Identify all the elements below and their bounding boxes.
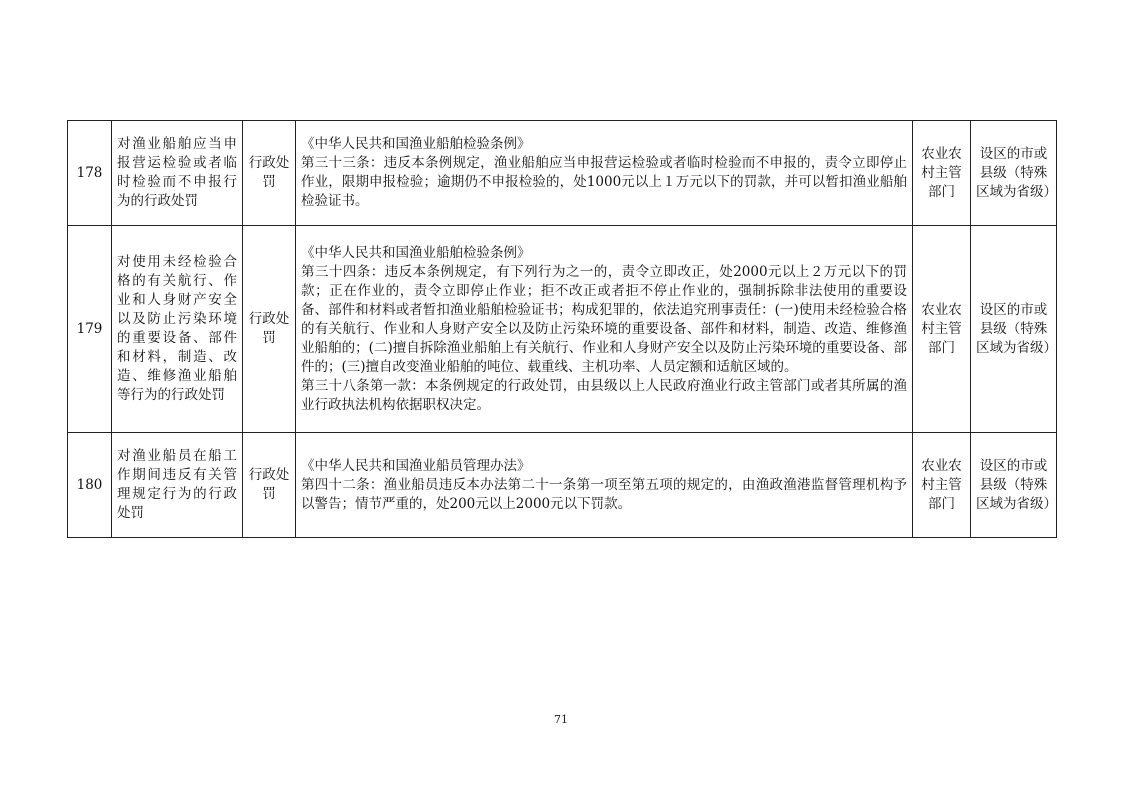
jurisdiction-level: 设区的市或县级（特殊区域为省级） xyxy=(971,433,1057,538)
page-number: 71 xyxy=(554,713,568,726)
legal-basis xyxy=(296,121,913,226)
table-row xyxy=(68,226,1057,433)
basis-paragraph: 《中华人民共和国渔业船舶检验条例》 xyxy=(301,244,531,261)
basis-paragraph: 《中华人民共和国渔业船员管理办法》 xyxy=(301,457,531,474)
row-number: 178 xyxy=(68,121,112,226)
law-enforcement-table xyxy=(67,120,1057,538)
basis-paragraph: 第三十四条：违反本条例规定，有下列行为之一的，责令立即改正，处2000元以上２万元以下的罚款；正在作业的，责令立即停止作业；拒不改正或者拒不停止作业的，强制拆除非法使用的重要设备、部件和材料或者暂扣渔业船舶检验证书；构成犯罪的，依法追究刑事责任：(一)使用未经检验合格的有关航行、作业和人身财产安全以及防止污染环境的重要设备、部件和材料，制造、改造、维修渔业船舶的；(二)擅自拆除渔业船舶上有关航行、作业和人身财产安全以及防止污染环境的重要设备、部件的；(三)擅自改变渔业船舶的吨位、载重线、主机功率、人员定额和适航区域的。 xyxy=(301,263,907,375)
department: 农业农村主管部门 xyxy=(913,433,971,538)
item-name: 对使用未经检验合格的有关航行、作业和人身财产安全以及防止污染环境的重要设备、部件和材料，制造、改造、维修渔业船舶等行为的行政处罚 xyxy=(112,226,243,433)
basis-paragraph: 第三十八条第一款：本条例规定的行政处罚，由县级以上人民政府渔业行政主管部门或者其所属的渔业行政执法机构依据职权决定。 xyxy=(301,377,907,413)
penalty-type: 行政处罚 xyxy=(243,121,296,226)
table-row xyxy=(68,433,1057,538)
department: 农业农村主管部门 xyxy=(913,226,971,433)
department: 农业农村主管部门 xyxy=(913,121,971,226)
penalty-type: 行政处罚 xyxy=(243,226,296,433)
basis-paragraph: 第四十二条：渔业船员违反本办法第二十一条第一项至第五项的规定的，由渔政渔港监督管理机构予以警告；情节严重的，处200元以上2000元以下罚款。 xyxy=(301,476,907,512)
row-number: 179 xyxy=(68,226,112,433)
penalty-type: 行政处罚 xyxy=(243,433,296,538)
basis-paragraph: 《中华人民共和国渔业船舶检验条例》 xyxy=(301,136,531,152)
row-number: 180 xyxy=(68,433,112,538)
jurisdiction-level: 设区的市或县级（特殊区域为省级） xyxy=(971,226,1057,433)
legal-basis xyxy=(296,433,913,538)
item-name: 对渔业船舶应当申报营运检验或者临时检验而不申报行为的行政处罚 xyxy=(112,121,243,226)
item-name: 对渔业船员在船工作期间违反有关管理规定行为的行政处罚 xyxy=(112,433,243,538)
basis-paragraph: 第三十三条：违反本条例规定，渔业船舶应当申报营运检验或者临时检验而不申报的，责令立即停止作业，限期申报检验；逾期仍不申报检验的，处1000元以上１万元以下的罚款，并可以暂扣渔业船舶检验证书。 xyxy=(301,155,907,209)
legal-basis xyxy=(296,226,913,433)
jurisdiction-level: 设区的市或县级（特殊区域为省级） xyxy=(971,121,1057,226)
table-row xyxy=(68,121,1057,226)
